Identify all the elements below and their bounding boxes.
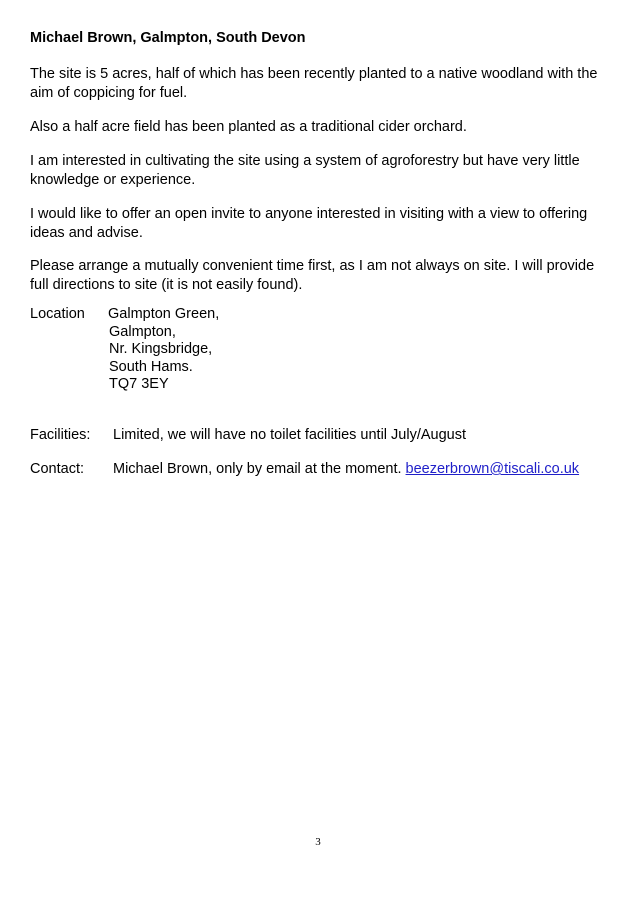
page-title: Michael Brown, Galmpton, South Devon: [30, 30, 306, 46]
paragraph-arrange-visit: Please arrange a mutually convenient time first, as I am not always on site. I will provide full directions to site (it is not easily found).: [30, 258, 595, 293]
address-line: Nr. Kingsbridge,: [109, 341, 213, 357]
address-line: South Hams.: [109, 358, 193, 375]
contact-label: Contact:: [30, 461, 84, 477]
contact-text: Michael Brown, only by email at the moment.: [113, 461, 402, 477]
paragraph-open-invite: I would like to offer an open invite to anyone interested in visiting with a view to offering ideas and advise.: [30, 206, 588, 241]
address-line: Galmpton Green,: [108, 306, 220, 322]
location-label: Location: [30, 306, 85, 322]
paragraph-orchard: Also a half acre field has been planted as a traditional cider orchard.: [30, 119, 467, 135]
contact-value: [113, 461, 579, 477]
address-line: Galmpton,: [109, 323, 176, 340]
location-address: [108, 306, 219, 394]
address-line: TQ7 3EY: [109, 376, 169, 392]
facilities-label: Facilities:: [30, 427, 91, 443]
paragraph-agroforestry-interest: I am interested in cultivating the site using a system of agroforestry but have very little knowledge or experience.: [30, 153, 580, 188]
facilities-value: Limited, we will have no toilet facilities until July/August: [113, 427, 466, 443]
paragraph-site-description: The site is 5 acres, half of which has been recently planted to a native woodland with the aim of coppicing for fuel.: [30, 66, 598, 101]
email-link[interactable]: beezerbrown@tiscali.co.uk: [405, 461, 580, 477]
page-number: 3: [315, 836, 321, 848]
